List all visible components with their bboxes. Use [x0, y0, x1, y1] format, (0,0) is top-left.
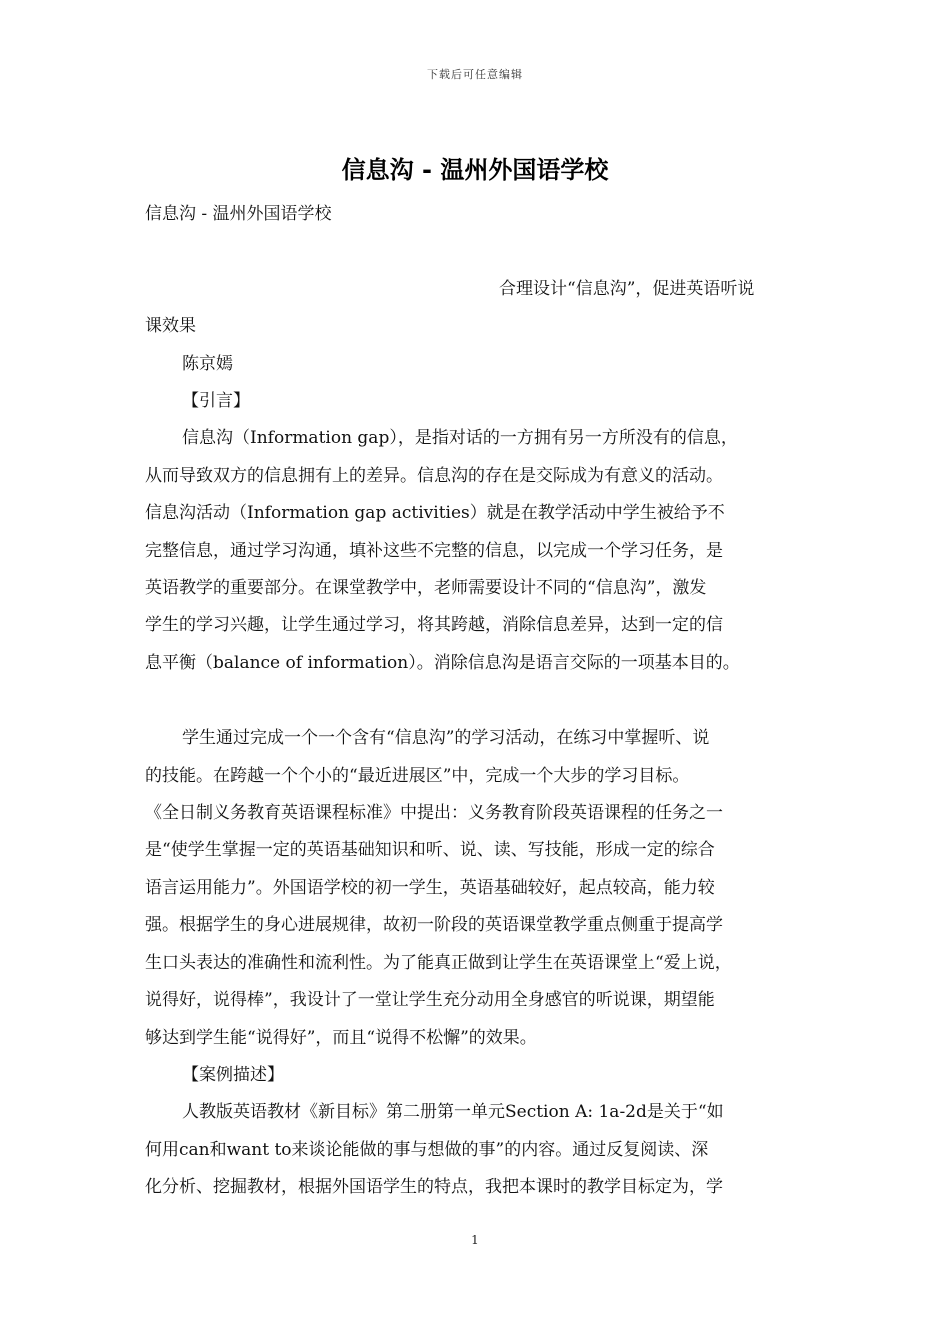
paragraph-line: 的技能。在跨越一个个小的“最近进展区”中，完成一个大步的学习目标。 — [145, 765, 690, 786]
paragraph-2 — [145, 720, 810, 1057]
paragraph-3 — [145, 1094, 810, 1206]
paragraph-line: 生口头表达的准确性和流利性。为了能真正做到让学生在英语课堂上“爱上说， — [145, 952, 732, 973]
paragraph-line: 学生的学习兴趣，让学生通过学习，将其跨越，消除信息差异，达到一定的信 — [145, 615, 723, 636]
document-body — [145, 196, 810, 1207]
subtitle: 信息沟 - 温州外国语学校 — [145, 204, 332, 224]
paragraph-line: 说得好，说得棒”，我设计了一堂让学生充分动用全身感官的听说课，期望能 — [145, 990, 715, 1011]
paragraph-line: 化分析、挖掘教材，根据外国语学生的特点，我把本课时的教学目标定为，学 — [145, 1177, 723, 1198]
paragraph-line: 强。根据学生的身心进展规律，故初一阶段的英语课堂教学重点侧重于提高学 — [145, 915, 723, 936]
author: 陈京嫣 — [182, 353, 233, 374]
paragraph-line: 人教版英语教材《新目标》第二册第一单元Section A: 1a-2d是关于“如 — [182, 1102, 724, 1123]
paragraph-line: 信息沟活动（Information gap activities）就是在教学活动中学生被给予不 — [145, 503, 725, 524]
paragraph-1 — [145, 420, 810, 682]
page-number: 1 — [471, 1233, 479, 1247]
blank-line — [145, 233, 810, 270]
paragraph-line: 信息沟（Information gap），是指对话的一方拥有另一方所没有的信息， — [182, 428, 738, 449]
paragraph-line: 何用can和want to来谈论能做的事与想做的事”的内容。通过反复阅读、深 — [145, 1139, 709, 1160]
paragraph-line: 《全日制义务教育英语课程标准》中提出：义务教育阶段英语课程的任务之一 — [145, 803, 723, 824]
paragraph-line: 英语教学的重要部分。在课堂教学中，老师需要设计不同的“信息沟”，激发 — [145, 578, 707, 599]
article-title-line-2: 课效果 — [145, 316, 196, 337]
document-title: 信息沟 - 温州外国语学校 — [341, 156, 609, 184]
article-title-line-1: 合理设计“信息沟”，促进英语听说 — [499, 278, 755, 299]
paragraph-line: 语言运用能力”。外国语学校的初一学生，英语基础较好，起点较高，能力较 — [145, 877, 715, 898]
paragraph-line: 够达到学生能“说得好”，而且“说得不松懈”的效果。 — [145, 1027, 537, 1048]
section-heading-case: 【案例描述】 — [182, 1064, 284, 1085]
page-header-note: 下载后可任意编辑 — [427, 68, 523, 81]
paragraph-line: 完整信息，通过学习沟通，填补这些不完整的信息，以完成一个学习任务，是 — [145, 540, 723, 561]
paragraph-line: 息平衡（balance of information）。消除信息沟是语言交际的一项基本目的。 — [145, 652, 740, 673]
paragraph-line: 从而导致双方的信息拥有上的差异。信息沟的存在是交际成为有意义的活动。 — [145, 465, 723, 486]
blank-line — [145, 682, 810, 720]
paragraph-line: 是“使学生掌握一定的英语基础知识和听、说、读、写技能，形成一定的综合 — [145, 840, 715, 861]
section-heading-intro: 【引言】 — [182, 391, 250, 412]
paragraph-line: 学生通过完成一个一个含有“信息沟”的学习活动，在练习中掌握听、说 — [182, 728, 710, 749]
